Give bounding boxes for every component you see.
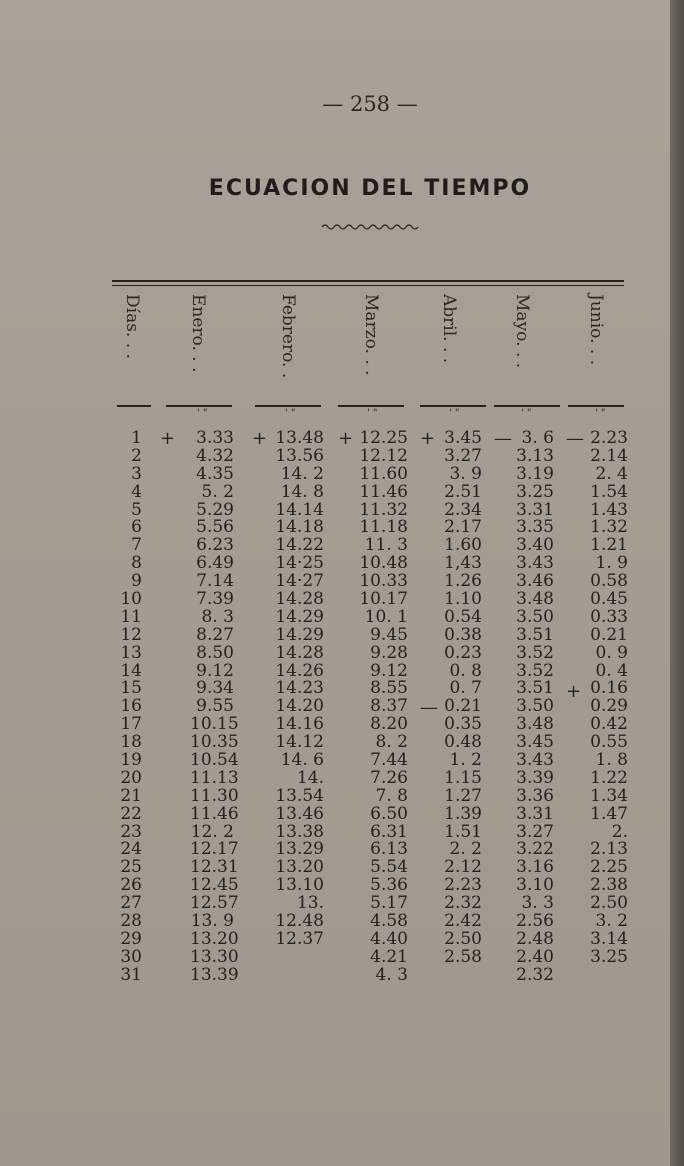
table-cell: 12.12	[359, 445, 408, 466]
table-cell: 0.29	[590, 696, 628, 717]
table-cell: 1.43	[590, 499, 628, 520]
units-enero: ' "	[197, 408, 208, 419]
table-cell: 11	[120, 606, 142, 627]
table-cell: 3.25	[516, 481, 554, 502]
sign-abril-minus: —	[420, 697, 438, 718]
table-cell: 7.39	[196, 589, 234, 610]
table-cell: 3.48	[516, 589, 554, 610]
table-cell: 3. 9	[449, 463, 482, 484]
table-cell: 8. 2	[375, 732, 408, 753]
table-cell: 3.48	[516, 714, 554, 735]
table-cell: 2.32	[444, 893, 482, 914]
table-cell: 1.15	[444, 767, 482, 788]
table-cell: 3.45	[516, 732, 554, 753]
table-cell: 10.17	[359, 589, 408, 610]
table-cell: 1,43	[444, 553, 482, 574]
table-cell: 10.48	[359, 553, 408, 574]
table-cell: 4. 3	[375, 964, 408, 985]
table-cell: 2.32	[516, 964, 554, 985]
sign-mayo-minus: —	[494, 428, 512, 449]
table-cell: 8.20	[370, 714, 408, 735]
table-cell: 11.46	[359, 481, 408, 502]
table-cell: 3.33	[196, 428, 234, 448]
sign-junio-plus: +	[566, 681, 582, 702]
table-cell: 1.34	[590, 785, 628, 806]
table-cell: 6.49	[196, 553, 234, 574]
book-spine	[670, 0, 684, 1166]
table-cell: 1. 8	[595, 750, 628, 771]
units-junio: ' "	[595, 408, 606, 419]
table-cell: 3.51	[516, 624, 554, 645]
table-cell: 2. 2	[449, 839, 482, 860]
table-cell: 2.50	[590, 893, 628, 914]
table-cell: 14. 8	[280, 481, 324, 502]
table-cell: 3.25	[590, 946, 628, 967]
table-cell: 18	[120, 732, 142, 753]
table-cell: 3.52	[516, 660, 554, 681]
table-cell: 14.29	[275, 606, 324, 627]
table-cell: 2.48	[516, 928, 554, 949]
header-junio: Junio. . .	[586, 294, 606, 366]
table-cell: 28	[120, 911, 142, 932]
table-cell: 0. 7	[449, 678, 482, 699]
table-cell: 11.46	[190, 803, 239, 824]
table-cell: 13.38	[275, 821, 324, 842]
table-cell: 14.18	[275, 517, 324, 538]
table-cell: 2.51	[444, 481, 482, 502]
table-cell: 10.35	[190, 732, 239, 753]
table-cell: 0.38	[444, 624, 482, 645]
table-cell: 5.29	[196, 499, 234, 520]
table-cell: 10	[120, 589, 142, 610]
table-cell: 14.14	[275, 499, 324, 520]
table-cell: 0.55	[590, 732, 628, 753]
table-cell: 3. 3	[521, 893, 554, 914]
table-cell: 1. 2	[449, 750, 482, 771]
table-cell: 20	[120, 767, 142, 788]
table-cell: 7. 8	[375, 785, 408, 806]
table-cell: 0.42	[590, 714, 628, 735]
table-cell: 3.14	[590, 928, 628, 949]
table-cell: 12. 2	[190, 821, 234, 842]
page-title: ECUACION DEL TIEMPO	[208, 176, 532, 201]
table-cell: 30	[120, 946, 142, 967]
table-cell: 7.26	[370, 767, 408, 788]
table-cell: 2.13	[590, 839, 628, 860]
table-cell: 0.54	[444, 606, 482, 627]
table-cell: 6	[131, 517, 142, 538]
column-abril	[438, 430, 482, 985]
table-cell: 4.40	[370, 928, 408, 949]
units-mayo: ' "	[521, 408, 532, 419]
column-dias	[112, 430, 142, 985]
table-cell: 3.43	[516, 553, 554, 574]
table-cell: 23	[120, 821, 142, 842]
table-cell: 14.16	[275, 714, 324, 735]
table-cell: 2.42	[444, 911, 482, 932]
table-cell: 0.21	[590, 624, 628, 645]
table-cell: 3.51	[516, 678, 554, 699]
table-cell: 13.46	[275, 803, 324, 824]
sign-junio-minus: —	[566, 428, 584, 449]
table-cell: 2.34	[444, 499, 482, 520]
table-cell: 3. 6	[521, 428, 554, 448]
table-cell: 14	[120, 660, 142, 681]
table-cell: 24	[120, 839, 142, 860]
column-rule	[420, 405, 486, 407]
table-cell: 3.27	[516, 821, 554, 842]
table-cell: 13.10	[275, 875, 324, 896]
table-cell: 5	[131, 499, 142, 520]
table-cell: 9.45	[370, 624, 408, 645]
table-cell: 12.17	[190, 839, 239, 860]
table-cell: 13.54	[275, 785, 324, 806]
table-cell: 29	[120, 928, 142, 949]
table-cell: 3. 2	[595, 911, 628, 932]
table-cell: 13.30	[190, 946, 239, 967]
table-cell: 9	[131, 571, 142, 592]
table-cell: 3.13	[516, 445, 554, 466]
table-cell: 9.55	[196, 696, 234, 717]
table-cell: 0.45	[590, 589, 628, 610]
table-cell: 1.21	[590, 535, 628, 556]
table-cell: 3.46	[516, 571, 554, 592]
table-cell: 2.25	[590, 857, 628, 878]
table-cell: 14. 6	[280, 750, 324, 771]
page-number: — 258 —	[322, 92, 418, 116]
table-top-rule-thin	[112, 285, 624, 286]
table-cell: 7	[131, 535, 142, 556]
table-cell: 8. 3	[201, 606, 234, 627]
table-cell: 2.50	[444, 928, 482, 949]
table-cell: 13.48	[275, 428, 324, 448]
table-cell: 14.29	[275, 624, 324, 645]
table-cell: 3.36	[516, 785, 554, 806]
header-abril: Abril. . .	[439, 294, 459, 364]
table-cell	[586, 967, 628, 985]
table-cell: 3.52	[516, 642, 554, 663]
table-cell: 3.16	[516, 857, 554, 878]
table-cell: 12	[120, 624, 142, 645]
column-rule	[255, 405, 321, 407]
sign-febrero-plus: +	[252, 428, 268, 449]
table-cell: 12.57	[190, 893, 239, 914]
table-cell: 12.45	[190, 875, 239, 896]
table-cell: 3.43	[516, 750, 554, 771]
table-cell: 12.48	[275, 911, 324, 932]
table-cell: 8.55	[370, 678, 408, 699]
table-cell: 14.28	[275, 642, 324, 663]
column-rule	[166, 405, 232, 407]
table-cell: 1.26	[444, 571, 482, 592]
table-cell: 22	[120, 803, 142, 824]
table-cell: 4	[131, 481, 142, 502]
table-cell: 3.27	[444, 445, 482, 466]
table-cell: 14.12	[275, 732, 324, 753]
column-marzo	[356, 430, 408, 985]
table-cell: 11.60	[359, 463, 408, 484]
table-cell: 6.13	[370, 839, 408, 860]
table-cell: 0.33	[590, 606, 628, 627]
table-cell: 25	[120, 857, 142, 878]
table-cell: 1.39	[444, 803, 482, 824]
table-cell: 0.23	[444, 642, 482, 663]
table-cell: 8.27	[196, 624, 234, 645]
table-cell: 14.	[296, 767, 324, 788]
table-cell: 10.33	[359, 571, 408, 592]
table-cell: 11. 3	[364, 535, 408, 556]
header-marzo: Marzo. . .	[361, 294, 381, 376]
table-cell: 6.50	[370, 803, 408, 824]
table-cell: 1.60	[444, 535, 482, 556]
table-cell: 0. 9	[595, 642, 628, 663]
table-cell: 0.58	[590, 571, 628, 592]
table-cell: 3.19	[516, 463, 554, 484]
table-cell: 10. 1	[364, 606, 408, 627]
table-cell: 4.58	[370, 911, 408, 932]
table-cell: 3.40	[516, 535, 554, 556]
table-cell: 2. 4	[595, 463, 628, 484]
table-cell: 2.23	[590, 428, 628, 448]
table-cell: 3.31	[516, 499, 554, 520]
table-cell: 13.29	[275, 839, 324, 860]
table-cell: 2.40	[516, 946, 554, 967]
table-cell: 2.	[611, 821, 628, 842]
column-rule	[117, 405, 151, 407]
table-cell: 1.32	[590, 517, 628, 538]
table-cell: 1.10	[444, 589, 482, 610]
table-cell: 1.22	[590, 767, 628, 788]
table-cell: 2.14	[590, 445, 628, 466]
column-enero	[190, 428, 239, 985]
units-marzo: ' "	[367, 408, 378, 419]
table-cell: 3.50	[516, 606, 554, 627]
table-cell: 9.12	[196, 660, 234, 681]
table-cell: 13.20	[275, 857, 324, 878]
column-junio	[586, 430, 628, 985]
table-cell: 1. 9	[595, 553, 628, 574]
table-cell: 0.35	[444, 714, 482, 735]
table-cell: 4.32	[196, 445, 234, 466]
table-cell: 13.	[296, 893, 324, 914]
table-cell: 3.35	[516, 517, 554, 538]
table-cell: 1.27	[444, 785, 482, 806]
table-cell: 21	[120, 785, 142, 806]
table-cell: 3.31	[516, 803, 554, 824]
table-cell: 2.58	[444, 946, 482, 967]
table-cell: 11.13	[190, 767, 239, 788]
table-cell: 13.56	[275, 445, 324, 466]
table-cell: 0. 8	[449, 660, 482, 681]
table-top-rule	[112, 280, 624, 282]
table-cell: 2.17	[444, 517, 482, 538]
units-abril: ' "	[449, 408, 460, 419]
table-cell: 1.51	[444, 821, 482, 842]
table-cell: 14.23	[275, 678, 324, 699]
table-cell	[272, 949, 324, 967]
table-cell: 5.56	[196, 517, 234, 538]
table-cell: 17	[120, 714, 142, 735]
table-cell: 11.18	[359, 517, 408, 538]
table-cell: 13.20	[190, 928, 239, 949]
wavy-ornament-icon	[320, 222, 420, 232]
table-cell: 0. 4	[595, 660, 628, 681]
table-cell: 14.26	[275, 660, 324, 681]
table-cell: 13.39	[190, 964, 239, 985]
table-cell: 0.16	[590, 678, 628, 699]
table-cell: 14.28	[275, 589, 324, 610]
table-cell: 1.47	[590, 803, 628, 824]
table-cell: 2.23	[444, 875, 482, 896]
sign-abril-plus: +	[420, 428, 436, 449]
header-enero: Enero. . .	[188, 294, 208, 373]
table-cell: 14.22	[275, 535, 324, 556]
table-cell: 5.36	[370, 875, 408, 896]
table-cell: 5.54	[370, 857, 408, 878]
table-cell: 3.10	[516, 875, 554, 896]
sign-marzo-plus: +	[338, 428, 354, 449]
table-cell: 0.48	[444, 732, 482, 753]
table-cell: 13	[120, 642, 142, 663]
table-cell: 5. 2	[201, 481, 234, 502]
table-cell: 7.14	[196, 571, 234, 592]
table-cell: 7.44	[370, 750, 408, 771]
column-mayo	[512, 430, 554, 985]
table-cell: 10.15	[190, 714, 239, 735]
column-rule	[338, 405, 404, 407]
table-cell: 9.28	[370, 642, 408, 663]
table-cell: 19	[120, 750, 142, 771]
table-cell: 10.54	[190, 750, 239, 771]
table-cell: 14.20	[275, 696, 324, 717]
units-febrero: ' "	[285, 408, 296, 419]
table-cell: 31	[120, 964, 142, 985]
table-cell: 14·25	[275, 553, 324, 574]
table-cell: 8	[131, 553, 142, 574]
table-cell: 3.50	[516, 696, 554, 717]
table-cell: 6.23	[196, 535, 234, 556]
table-cell: 0.21	[444, 696, 482, 717]
table-cell: 9.12	[370, 660, 408, 681]
table-cell: 11.32	[359, 499, 408, 520]
sign-enero-plus: +	[160, 428, 176, 449]
table-cell: 16	[120, 696, 142, 717]
table-cell: 12.31	[190, 857, 239, 878]
table-cell: 2.38	[590, 875, 628, 896]
table-cell: 8.50	[196, 642, 234, 663]
table-cell: 3	[131, 463, 142, 484]
table-cell: 2.56	[516, 911, 554, 932]
table-cell: 11.30	[190, 785, 239, 806]
table-cell: 26	[120, 875, 142, 896]
table-cell: 15	[120, 678, 142, 699]
table-cell: 3.22	[516, 839, 554, 860]
column-rule	[494, 405, 560, 407]
column-febrero	[272, 430, 324, 985]
table-cell: 14. 2	[280, 463, 324, 484]
table-cell: 2	[131, 445, 142, 466]
table-cell: 3.39	[516, 767, 554, 788]
table-cell: 8.37	[370, 696, 408, 717]
table-cell: 1.54	[590, 481, 628, 502]
table-cell: 4.35	[196, 463, 234, 484]
table-cell: 2.12	[444, 857, 482, 878]
table-cell: 14·27	[275, 571, 324, 592]
table-cell: 12.37	[275, 928, 324, 949]
header-febrero: Febrero. .	[278, 294, 298, 379]
table-cell: 13. 9	[190, 911, 234, 932]
header-dias: Días. . .	[122, 294, 142, 359]
table-cell: 12.25	[359, 428, 408, 448]
table-cell	[438, 967, 482, 985]
table-cell: 9.34	[196, 678, 234, 699]
header-mayo: Mayo. . .	[512, 294, 532, 369]
table-cell: 3.45	[444, 428, 482, 448]
column-rule	[568, 405, 624, 407]
table-cell: 4.21	[370, 946, 408, 967]
table-cell: 27	[120, 893, 142, 914]
table-cell: 5.17	[370, 893, 408, 914]
table-cell	[272, 967, 324, 985]
table-cell: 6.31	[370, 821, 408, 842]
table-cell: 1	[131, 428, 142, 448]
